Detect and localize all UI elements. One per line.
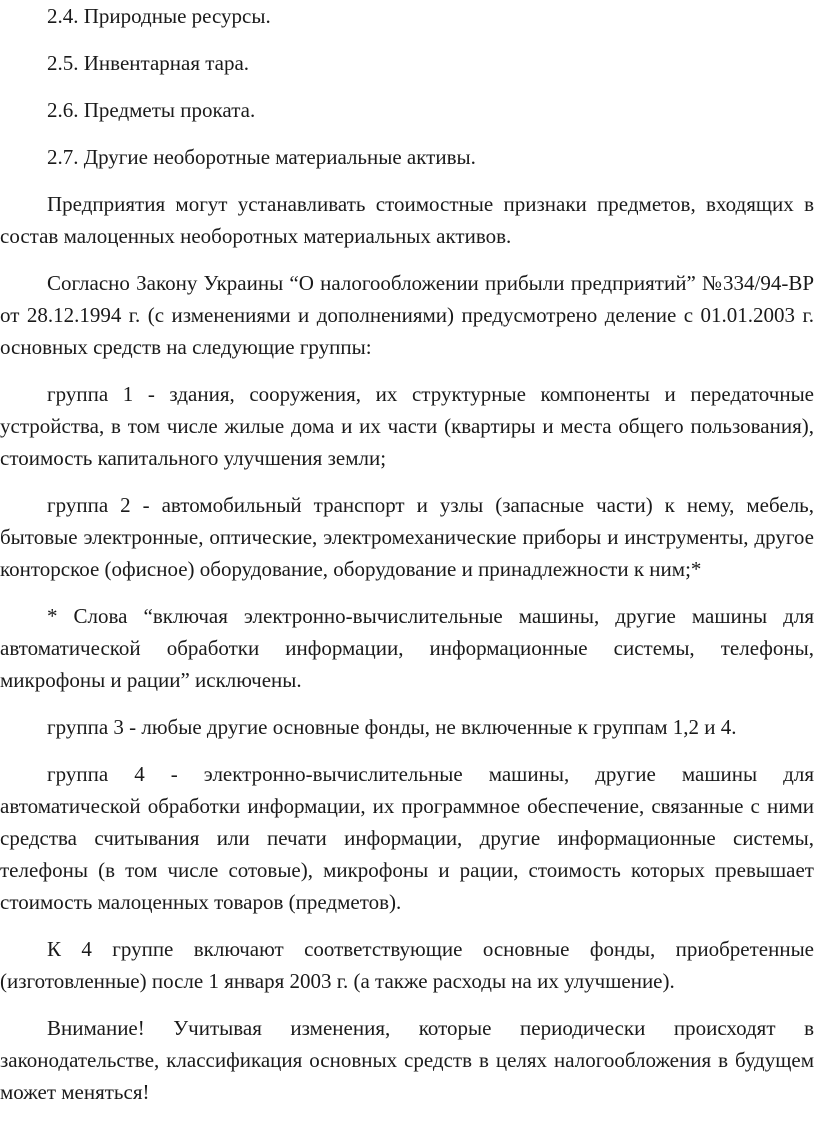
- paragraph-group-2: группа 2 - автомобильный транспорт и узлы (запасные части) к нему, мебель, бытовые электронные, оптические, электромеханические приборы и инструменты, другое конторское (офисное) оборудование, оборудование и принадлежности к ним;*: [0, 493, 814, 581]
- list-item-2-5: 2.5. Инвентарная тара.: [47, 51, 250, 75]
- paragraph-group-4: группа 4 - электронно-вычислительные машины, другие машины для автоматической обработки информации, их программное обеспечение, связанные с ними средства считывания или печати информации, другие информационные системы, телефоны (в том числе сотовые), микрофоны и рации, стоимость которых превышает стоимость малоценных товаров (предметов).: [0, 762, 814, 914]
- paragraph-attention: Внимание! Учитывая изменения, которые периодически происходят в законодательстве, классификация основных средств в целях налогообложения в будущем может меняться!: [0, 1016, 814, 1104]
- list-item-2-6: 2.6. Предметы проката.: [47, 98, 256, 122]
- paragraph-group-3: группа 3 - любые другие основные фонды, не включенные к группам 1,2 и 4.: [47, 715, 737, 739]
- paragraph-footnote: * Слова “включая электронно-вычислительные машины, другие машины для автоматической обработки информации, информационные системы, телефоны, микрофоны и рации” исключены.: [0, 604, 814, 692]
- paragraph-value-criteria: Предприятия могут устанавливать стоимостные признаки предметов, входящих в состав малоценных необоротных материальных активов.: [0, 192, 814, 248]
- list-item-2-7: 2.7. Другие необоротные материальные активы.: [47, 145, 476, 169]
- list-item-2-4: 2.4. Природные ресурсы.: [47, 4, 271, 28]
- paragraph-group-4-inclusion: К 4 группе включают соответствующие основные фонды, приобретенные (изготовленные) после 1 января 2003 г. (а также расходы на их улучшение).: [0, 937, 814, 993]
- paragraph-group-1: группа 1 - здания, сооружения, их структурные компоненты и передаточные устройства, в том числе жилые дома и их части (квартиры и места общего пользования), стоимость капитального улучшения земли;: [0, 382, 814, 470]
- paragraph-law-reference: Согласно Закону Украины “О налогообложении прибыли предприятий” №334/94-ВР от 28.12.1994 г. (с изменениями и дополнениями) предусмотрено деление с 01.01.2003 г. основных средств на следующие группы:: [0, 271, 814, 359]
